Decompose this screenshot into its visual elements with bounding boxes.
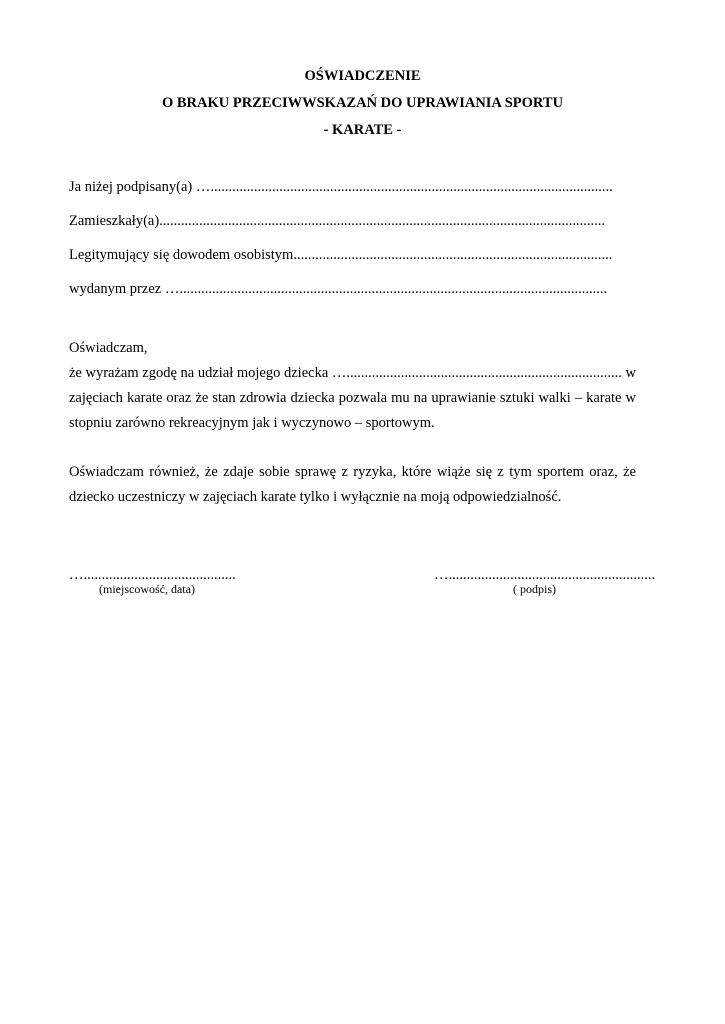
- statement-line-1: że wyrażam zgodę na udział mojego dziecka …............................................................................ w: [69, 365, 636, 381]
- place-date-caption: (miejscowość, data): [99, 582, 195, 596]
- signature-line: ….........................................................: [434, 567, 656, 583]
- statement2-line-2: dziecko uczestniczy w zajęciach karate tylko i wyłącznie na moją odpowiedzialność.: [69, 489, 562, 505]
- field-name: Ja niżej podpisany(a) …...............................................................................................................: [69, 179, 613, 195]
- field-id-card: Legitymujący się dowodem osobistym........................................................................................: [69, 247, 613, 263]
- document-subtitle: O BRAKU PRZECIWWSKAZAŃ DO UPRAWIANIA SPORTU: [161, 95, 564, 111]
- field-residence: Zamieszkały(a)...........................................................................................................................: [69, 213, 606, 229]
- statement-line-3: stopniu zarówno rekreacyjnym jak i wyczynowo – sportowym.: [69, 415, 435, 431]
- document-title: OŚWIADCZENIE: [304, 68, 421, 84]
- field-issued-by: wydanym przez …......................................................................................................................: [69, 281, 608, 297]
- statement-intro: Oświadczam,: [69, 340, 148, 356]
- place-date-line: …..........................................: [69, 567, 236, 583]
- statement-line-2: zajęciach karate oraz że stan zdrowia dziecka pozwala mu na uprawianie sztuki walki – karate w: [69, 390, 636, 406]
- statement2-line-1: Oświadczam również, że zdaje sobie sprawę z ryzyka, które wiąże się z tym sportem oraz, że: [69, 464, 636, 480]
- document-discipline: - KARATE -: [323, 122, 402, 138]
- signature-caption: ( podpis): [513, 582, 556, 596]
